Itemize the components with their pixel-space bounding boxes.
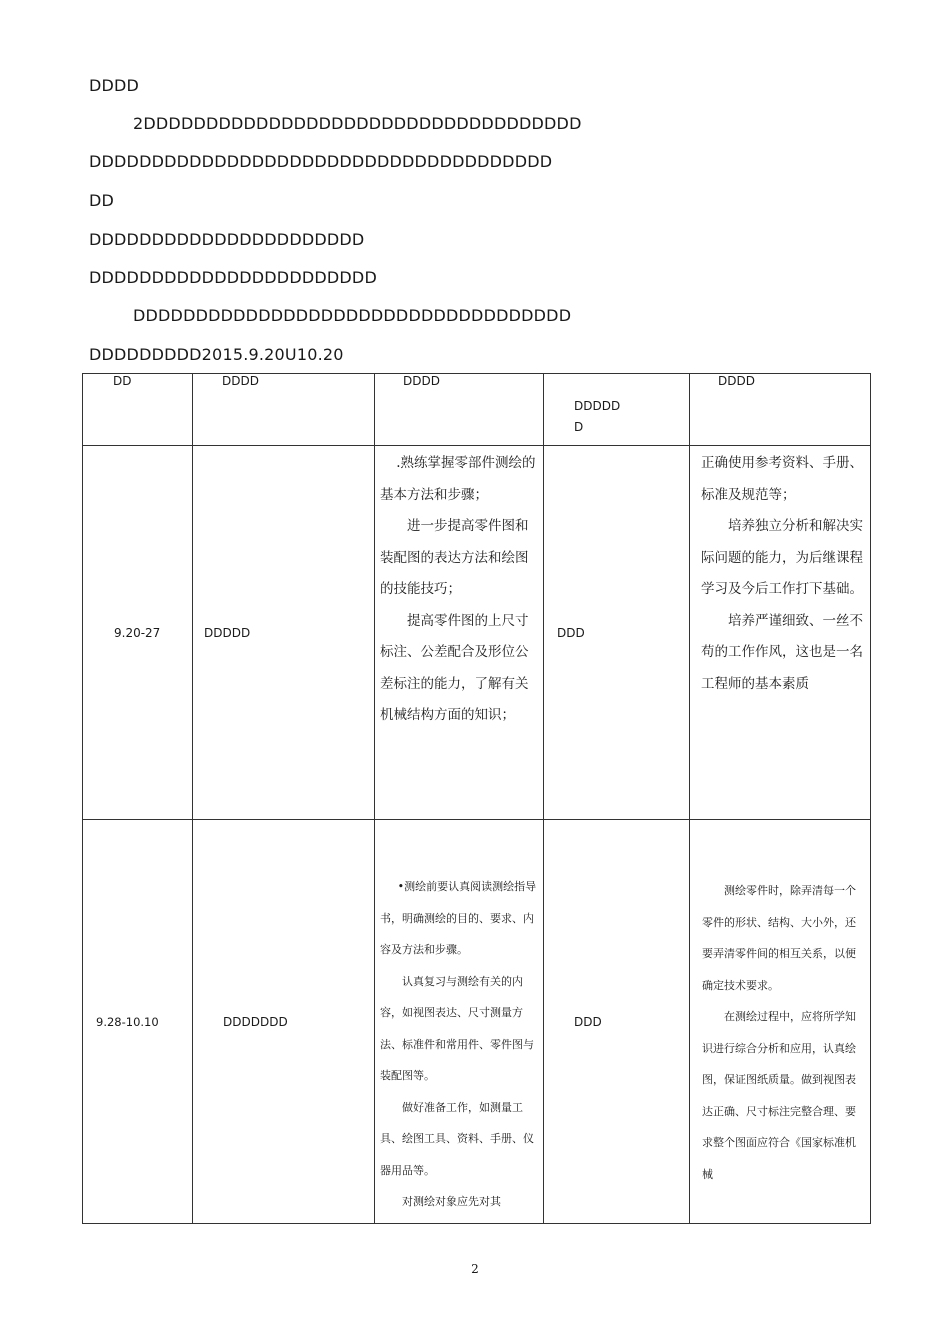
method-cell: DDD — [544, 820, 690, 1224]
intro-line-7: DDDDDDDDDDDDDDDDDDDDDDDDDDDDDDDDDDD — [133, 306, 572, 325]
table-header-row — [83, 374, 871, 446]
header-cell: DDDD — [375, 374, 544, 446]
requirements-cell: 正确使用参考资料、手册、标准及规范等； 培养独立分析和解决实际问题的能力，为后继课程学习及今后工作打下基础。 培养严谨细致、一丝不苟的工作作风，这也是一名工程师的基本素质 — [690, 446, 871, 820]
date-cell: 9.20-27 — [83, 446, 193, 820]
requirements-cell: 测绘零件时，除弄清每一个零件的形状、结构、大小外，还要弄清零件间的相互关系，以便确定技术要求。 在测绘过程中，应将所学知识进行综合分析和应用，认真绘图，保证图纸质量。做到视图表达正确、尺寸标注完整合理、要求整个图面应符合《国家标准机械 — [690, 820, 871, 1224]
table-row — [83, 446, 871, 820]
intro-line-6: DDDDDDDDDDDDDDDDDDDDDDD — [89, 268, 377, 287]
schedule-table — [82, 373, 871, 1224]
method-cell: DDD — [544, 446, 690, 820]
page-number: 2 — [471, 1262, 479, 1276]
intro-line-8: DDDDDDDDD2015.9.20U10.20 — [89, 345, 344, 364]
header-cell: DDDD — [690, 374, 871, 446]
intro-line-2: 2DDDDDDDDDDDDDDDDDDDDDDDDDDDDDDDDDDD — [133, 114, 582, 133]
intro-line-3: DDDDDDDDDDDDDDDDDDDDDDDDDDDDDDDDDDDDD — [89, 152, 553, 171]
intro-line-1: DDDD — [89, 76, 140, 95]
content-cell: DDDDD — [193, 446, 375, 820]
header-cell: DD — [83, 374, 193, 446]
goals-cell: •测绘前要认真阅读测绘指导书，明确测绘的目的、要求、内容及方法和步骤。 认真复习与测绘有关的内容，如视图表达、尺寸测量方法、标准件和常用件、零件图与装配图等。 做好准备工作，如测量工具、绘图工具、资料、手册、仪器用品等。 对测绘对象应先对其 — [375, 820, 544, 1224]
header-cell: DDDDD D — [544, 374, 690, 446]
intro-line-4: DD — [89, 191, 115, 210]
content-cell: DDDDDDD — [193, 820, 375, 1224]
date-cell: 9.28-10.10 — [83, 820, 193, 1224]
table-row — [83, 820, 871, 1224]
intro-line-5: DDDDDDDDDDDDDDDDDDDDDD — [89, 230, 365, 249]
goals-cell: .熟练掌握零部件测绘的基本方法和步骤； 进一步提高零件图和装配图的表达方法和绘图的技能技巧； 提高零件图的上尺寸标注、公差配合及形位公差标注的能力，了解有关机械结构方面的知识； — [375, 446, 544, 820]
header-cell: DDDD — [193, 374, 375, 446]
